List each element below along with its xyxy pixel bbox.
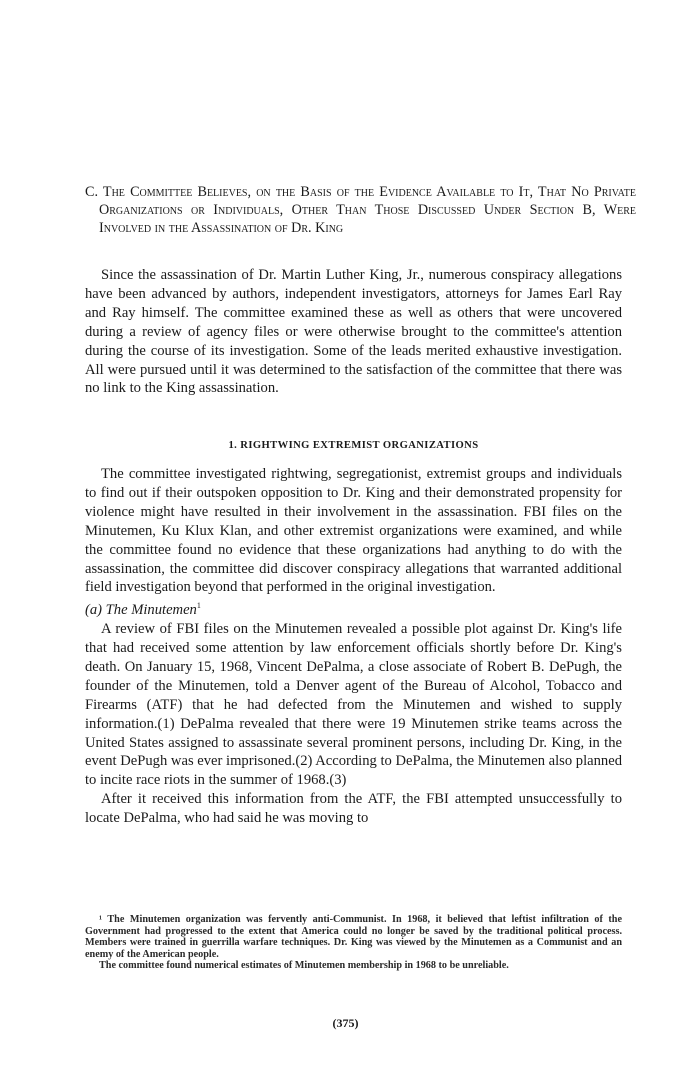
footnotes	[85, 914, 622, 972]
minutemen-paragraph-2: After it received this information from the ATF, the FBI attempted unsuccessfully to locate DePalma, who had said he was moving to	[85, 791, 622, 827]
footnote-2: The committee found numerical estimates of Minutemen membership in 1968 to be unreliable.	[99, 960, 509, 972]
footnote-marker: 1	[196, 601, 201, 611]
section-title: 1. RIGHTWING EXTREMIST ORGANIZATIONS	[228, 440, 479, 451]
intro-paragraph: Since the assassination of Dr. Martin Luther King, Jr., numerous conspiracy allegations have been advanced by authors, independent investigators, attorneys for James Earl Ray and Ray himself. The committee examined these as well as others that were uncovered during a review of agency files or were otherwise brought to the committee's attention during the course of its investigation. Some of the leads merited exhaustive investigation. All were pursued until it was determined to the satisfaction of the committee that there was no link to the King assassination.	[85, 267, 622, 397]
footnote-1: ¹ The Minutemen organization was fervently anti-Communist. In 1968, it believed that leftist infiltration of the Government had progressed to the extent that America could no longer be saved by the traditional political process. Members were trained in guerrilla warfare techniques. Dr. King was viewed by the Minutemen as a Communist and an enemy of the American people.	[85, 914, 622, 960]
minutemen-paragraph-1: A review of FBI files on the Minutemen revealed a possible plot against Dr. King's life that had received some attention by law enforcement officials shortly before Dr. King's death. On January 15, 1968, Vincent DePalma, a close associate of Robert B. DePugh, the founder of the Minutemen, told a Denver agent of the Bureau of Alcohol, Tobacco and Firearms (ATF) that he had defected from the Minutemen and wished to supply information.(1) DePalma revealed that there were 19 Minutemen strike teams across the United States assigned to assassinate several prominent persons, including Dr. King, in the event DePugh was ever imprisoned.(2) According to DePalma, the Minutemen also planned to incite race riots in the summer of 1968.(3)	[85, 621, 622, 789]
subsection-title-text: (a) The Minutemen	[85, 602, 197, 619]
section-body	[85, 465, 622, 828]
section-heading: C. The Committee Believes, on the Basis of the Evidence Available to It, That No Private Organizations or Individuals, Other Than Those Discussed Under Section B, Were Involved in the Assassination of Dr. King	[85, 184, 636, 237]
page-number: (375)	[332, 1016, 359, 1030]
subsection-title	[85, 597, 622, 620]
section-paragraph: The committee investigated rightwing, segregationist, extremist groups and individuals to find out if their outspoken opposition to Dr. King and their demonstrated propensity for violence might have resulted in their involvement in the assassination. FBI files on the Minutemen, Ku Klux Klan, and other extremist organizations were examined, and while the committee found no evidence that these organizations had anything to do with the assassination, the committee did discover conspiracy allegations that warranted additional field investigation beyond that performed in the original investigation.	[85, 466, 622, 596]
intro-block	[85, 266, 622, 398]
